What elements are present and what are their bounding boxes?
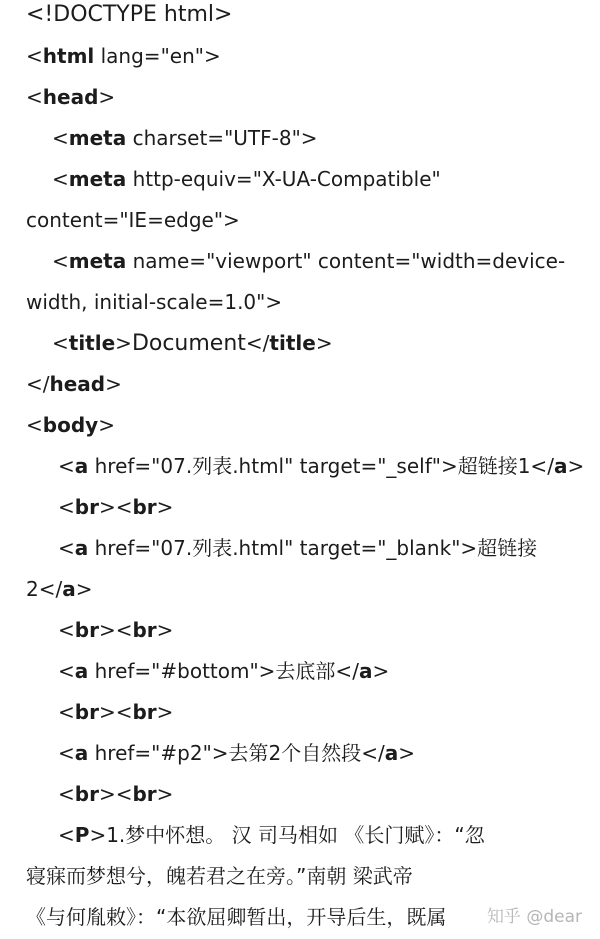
code-line-20: <br><br> bbox=[58, 782, 174, 806]
code-line-22: 寝寐而梦想兮，魄若君之在旁。”南朝 梁武帝 bbox=[26, 864, 413, 888]
code-line-18: <br><br> bbox=[58, 700, 174, 724]
code-line-4: <meta charset="UTF-8"> bbox=[52, 126, 318, 150]
code-line-14: <a href="07.列表.html" target="_blank">超链接 bbox=[58, 536, 538, 560]
code-line-10: </head> bbox=[26, 372, 122, 396]
code-line-2: <html lang="en"> bbox=[26, 44, 221, 68]
code-line-11: <body> bbox=[26, 413, 115, 437]
code-line-8: width, initial-scale=1.0"> bbox=[26, 290, 283, 314]
code-line-15: 2</a> bbox=[26, 577, 93, 601]
code-line-17: <a href="#bottom">去底部</a> bbox=[58, 659, 390, 683]
code-line-1: <!DOCTYPE html> bbox=[26, 2, 233, 27]
code-line-13: <br><br> bbox=[58, 495, 174, 519]
code-line-3: <head> bbox=[26, 85, 116, 109]
code-line-19: <a href="#p2">去第2个自然段</a> bbox=[58, 741, 416, 765]
code-line-12: <a href="07.列表.html" target="_self">超链接1</a> bbox=[58, 454, 585, 478]
code-line-16: <br><br> bbox=[58, 618, 174, 642]
code-line-21: <P>1.梦中怀想。 汉 司马相如 《长门赋》：“忽 bbox=[58, 823, 485, 847]
code-line-6: content="IE=edge"> bbox=[26, 208, 240, 232]
code-line-5: <meta http-equiv="X-UA-Compatible" bbox=[52, 167, 441, 191]
code-line-7: <meta name="viewport" content="width=device- bbox=[52, 249, 566, 273]
watermark: 知乎 @dear bbox=[486, 907, 582, 927]
code-line-9: <title>Document</title> bbox=[52, 331, 333, 356]
code-line-23: 《与何胤敕》：“本欲屈卿暂出，开导后生，既属 bbox=[26, 905, 447, 929]
